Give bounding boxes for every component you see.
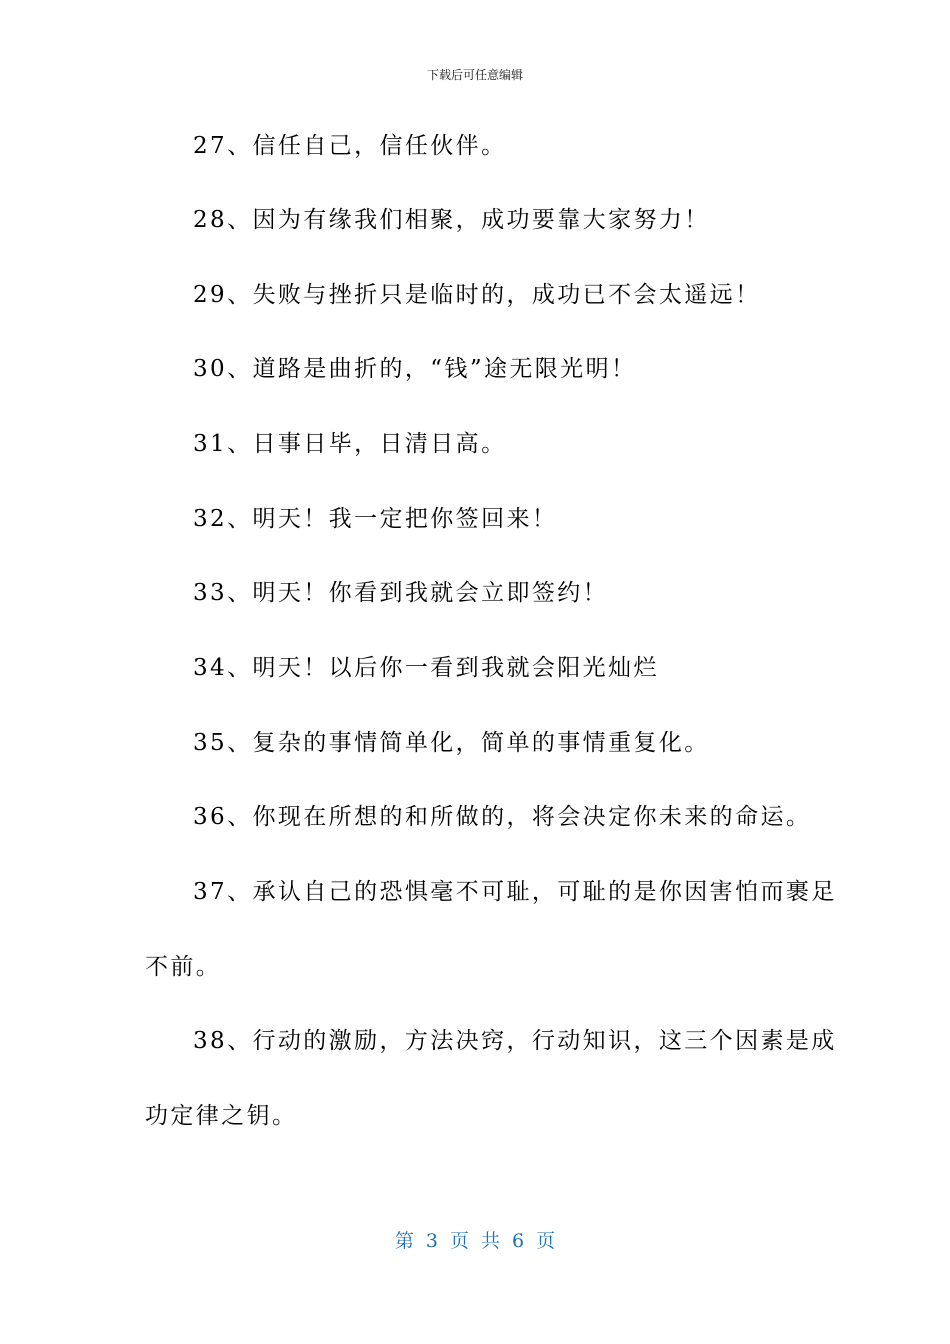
page-number-footer: 第 3 页 共 6 页 [394, 1230, 556, 1252]
list-item: 28、因为有缘我们相聚，成功要靠大家努力！ [193, 207, 710, 233]
list-item: 37、承认自己的恐惧毫不可耻，可耻的是你因害怕而裹足 [193, 879, 837, 905]
list-item-continuation: 功定律之钥。 [145, 1103, 298, 1129]
list-item: 27、信任自己，信任伙伴。 [193, 133, 507, 159]
list-item: 36、你现在所想的和所做的，将会决定你未来的命运。 [193, 804, 812, 830]
list-item: 38、行动的激励，方法决窍，行动知识，这三个因素是成 [193, 1028, 837, 1054]
list-item: 34、明天！以后你一看到我就会阳光灿烂 [193, 655, 659, 681]
list-item: 29、失败与挫折只是临时的，成功已不会太遥远！ [193, 282, 761, 308]
list-item: 30、道路是曲折的，“钱”途无限光明！ [193, 356, 637, 382]
list-item-continuation: 不前。 [145, 954, 222, 980]
page-header-note: 下载后可任意编辑 [426, 68, 523, 82]
list-item: 35、复杂的事情简单化，简单的事情重复化。 [193, 730, 710, 756]
list-item: 33、明天！你看到我就会立即签约！ [193, 580, 609, 606]
list-item: 31、日事日毕，日清日高。 [193, 431, 507, 457]
list-item: 32、明天！我一定把你签回来！ [193, 506, 558, 532]
